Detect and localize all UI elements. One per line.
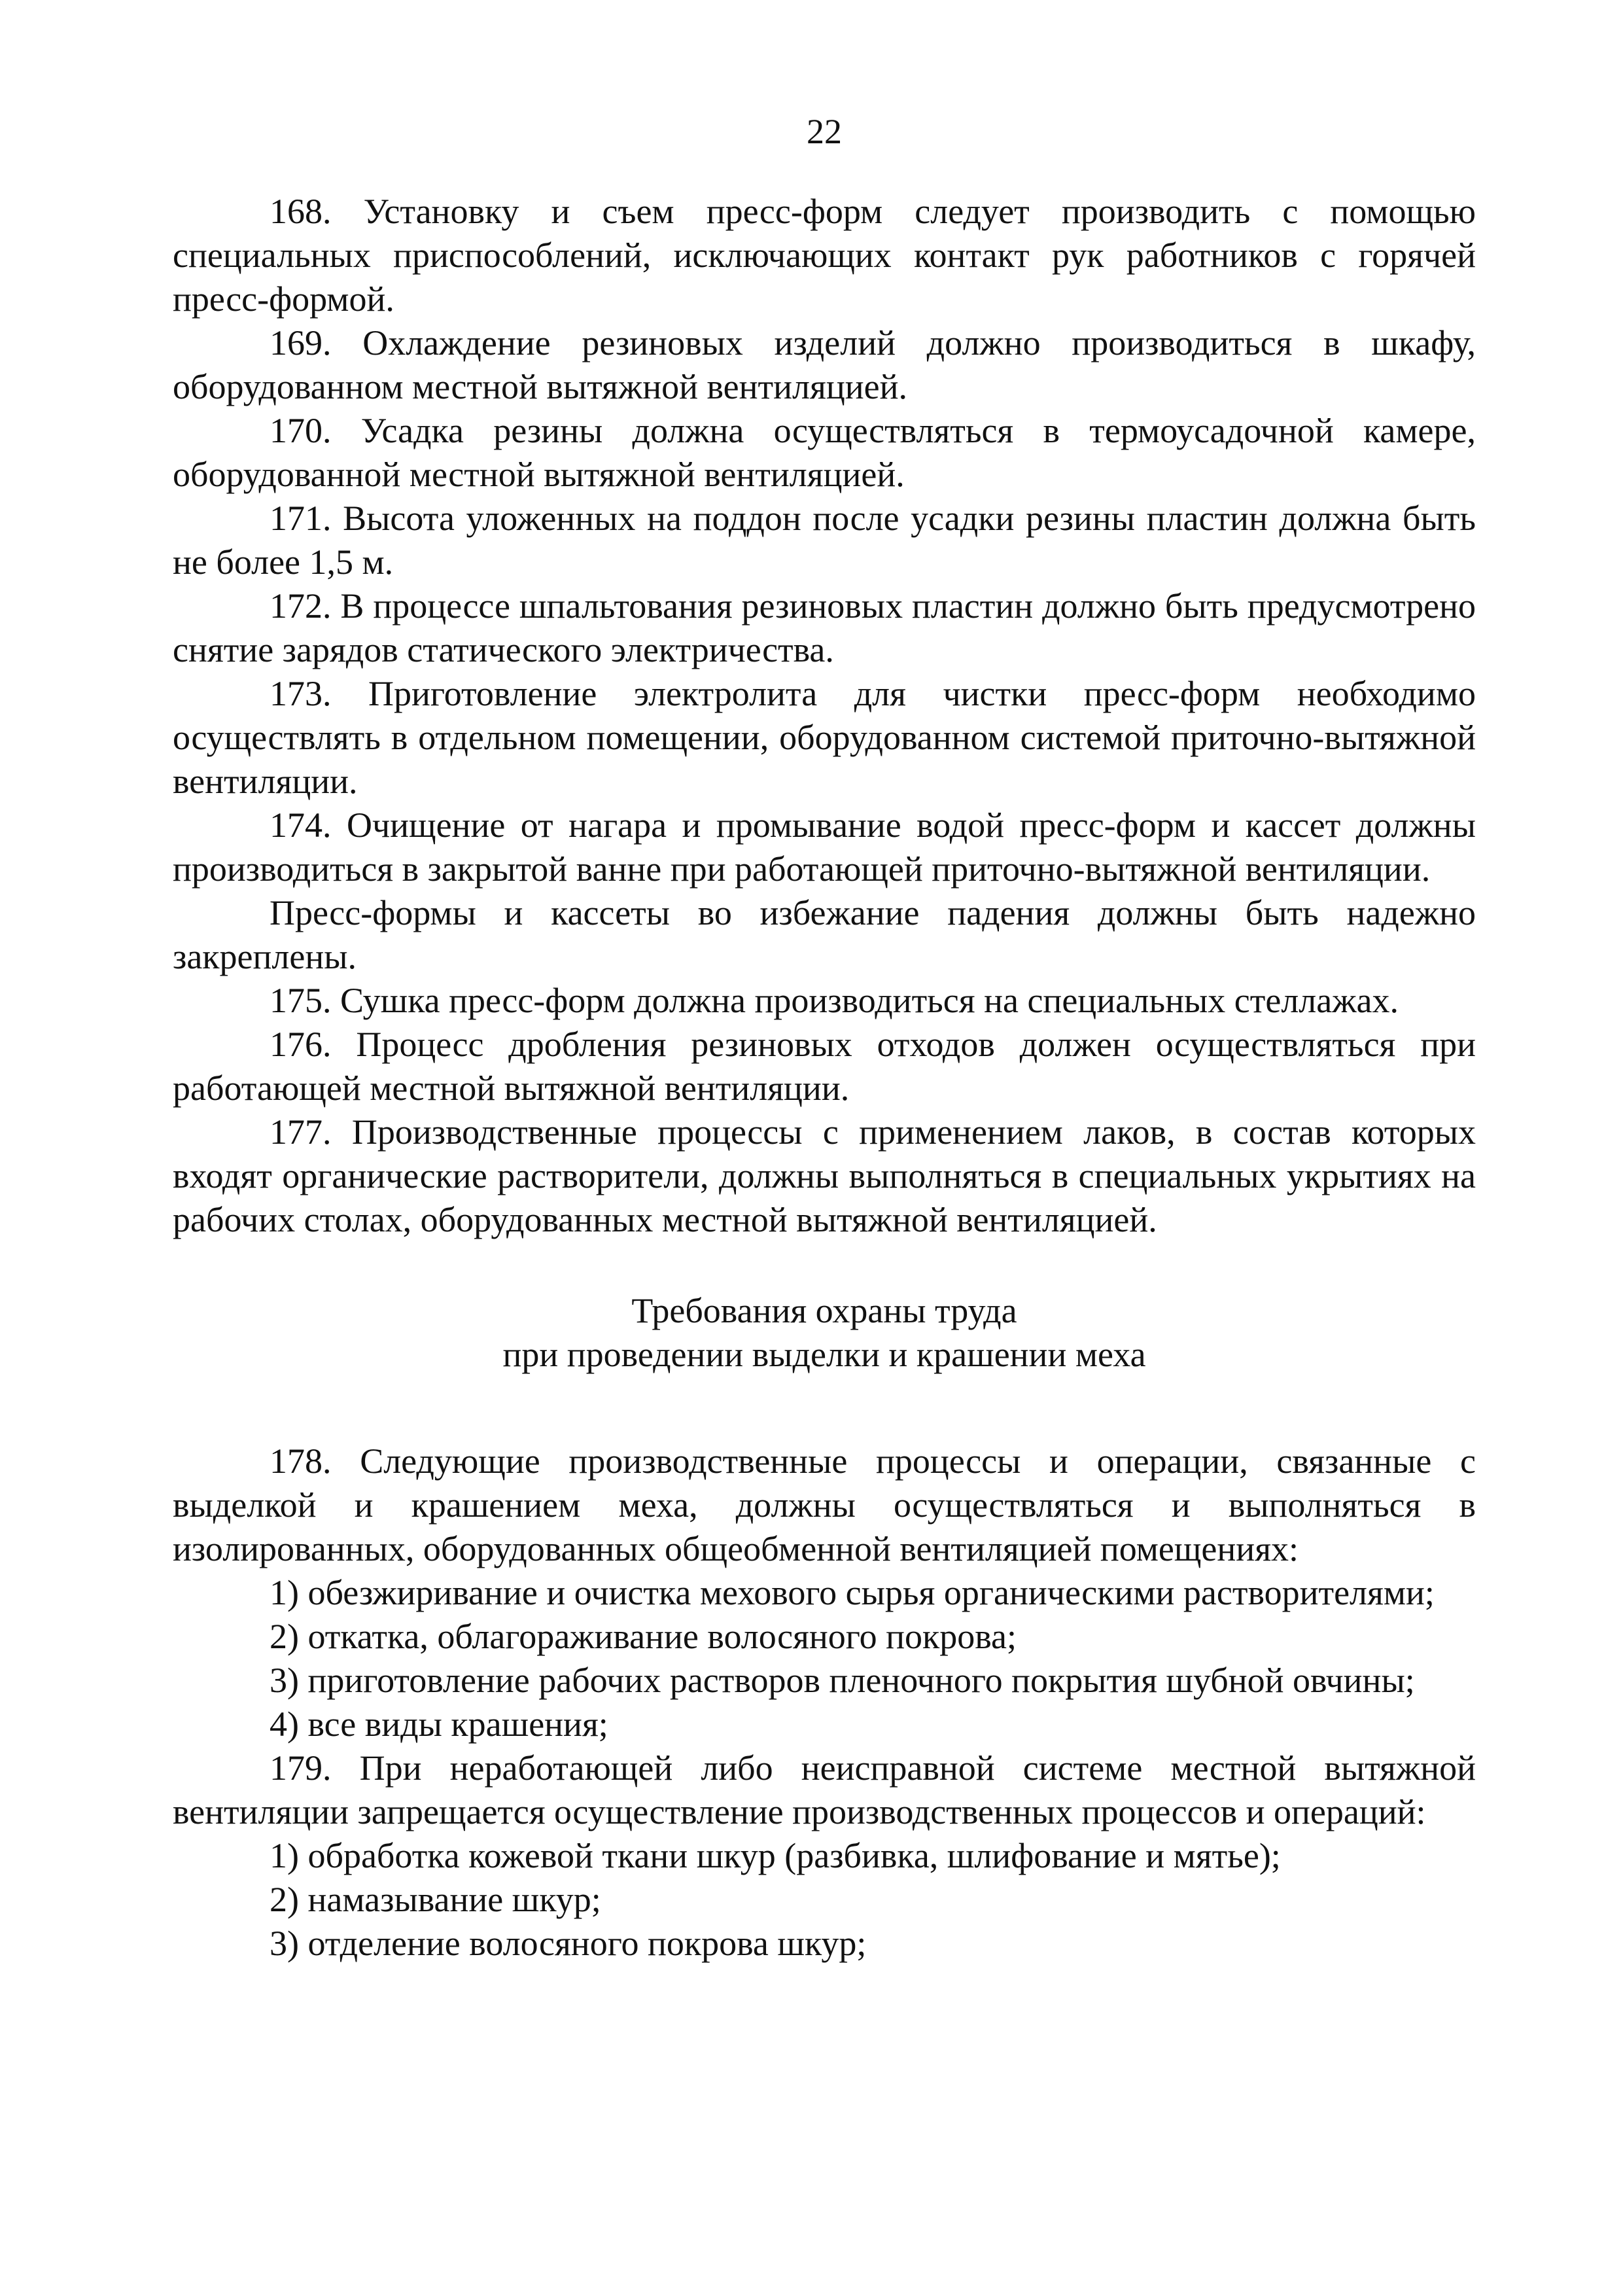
list-item-178-1: 1) обезжиривание и очистка мехового сырья органическими растворителями; (270, 1573, 1435, 1612)
section-heading-line-2: при проведении выделки и крашении меха (502, 1335, 1146, 1374)
paragraph-168: 168. Установку и съем пресс-форм следует производить с помощью специальных приспособлений, исключающих контакт рук работников с горячей пресс-формой. (173, 192, 1476, 319)
section-heading-line-1: Требования охраны труда (631, 1291, 1017, 1330)
paragraph-172: 172. В процессе шпальтования резиновых пластин должно быть предусмотрено снятие зарядов статического электричества. (173, 586, 1476, 669)
paragraph-177: 177. Производственные процессы с применением лаков, в состав которых входят органические растворители, должны выполняться в специальных укрытиях на рабочих столах, оборудованных местной вытяжной вентиляцией. (173, 1112, 1476, 1239)
paragraph-174: 174. Очищение от нагара и промывание водой пресс-форм и кассет должны производиться в закрытой ванне при работающей приточно-вытяжной вентиляции. (173, 805, 1476, 889)
document-page (173, 0, 1476, 2296)
list-item-178-3: 3) приготовление рабочих растворов пленочного покрытия шубной овчины; (270, 1661, 1415, 1700)
list-item-178-2: 2) откатка, облагораживание волосяного покрова; (270, 1617, 1017, 1656)
list-item-179-1: 1) обработка кожевой ткани шкур (разбивка, шлифование и мятье); (270, 1836, 1281, 1875)
list-item-178-4: 4) все виды крашения; (270, 1704, 608, 1744)
paragraph-170: 170. Усадка резины должна осуществляться в термоусадочной камере, оборудованной местной вытяжной вентиляцией. (173, 411, 1476, 494)
list-item-179-2: 2) намазывание шкур; (270, 1880, 601, 1919)
list-item-179-3: 3) отделение волосяного покрова шкур; (270, 1924, 867, 1963)
paragraph-173: 173. Приготовление электролита для чистки пресс-форм необходимо осуществлять в отдельном помещении, оборудованном системой приточно-вытяжной вентиляции. (173, 674, 1476, 801)
paragraph-176: 176. Процесс дробления резиновых отходов должен осуществляться при работающей местной вытяжной вентиляции. (173, 1025, 1476, 1108)
section-heading (173, 1289, 1476, 1377)
paragraph-169: 169. Охлаждение резиновых изделий должно производиться в шкафу, оборудованном местной вытяжной вентиляцией. (173, 323, 1476, 406)
paragraph-175: 175. Сушка пресс-форм должна производиться на специальных стеллажах. (270, 981, 1399, 1020)
page-number: 22 (807, 112, 842, 151)
paragraph-174-note: Пресс-формы и кассеты во избежание падения должны быть надежно закреплены. (173, 893, 1476, 976)
document-body (173, 190, 1476, 1966)
paragraph-178: 178. Следующие производственные процессы и операции, связанные с выделкой и крашением меха, должны осуществляться и выполняться в изолированных, оборудованных общеобменной вентиляцией помещениях: (173, 1441, 1476, 1568)
paragraph-171: 171. Высота уложенных на поддон после усадки резины пластин должна быть не более 1,5 м. (173, 499, 1476, 582)
paragraph-179: 179. При неработающей либо неисправной системе местной вытяжной вентиляции запрещается осуществление производственных процессов и операций: (173, 1748, 1476, 1831)
